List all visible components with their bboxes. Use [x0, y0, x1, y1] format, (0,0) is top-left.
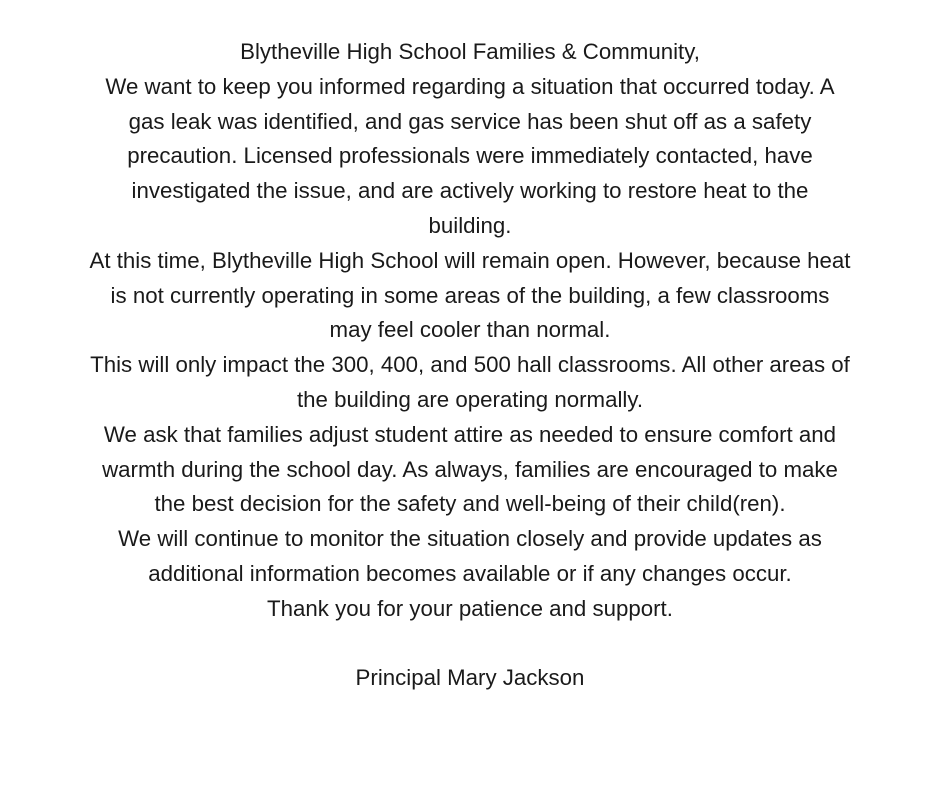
text-line: additional information becomes available or if any changes occur. [148, 560, 792, 586]
greeting: Blytheville High School Families & Community, [240, 39, 700, 64]
text-line: precaution. Licensed professionals were immediately contacted, have [127, 143, 813, 169]
letter [0, 35, 940, 696]
paragraph-5 [0, 522, 940, 592]
closing: Thank you for your patience and support. [267, 595, 673, 621]
text-line: gas leak was identified, and gas service has been shut off as a safety [128, 108, 812, 134]
paragraph-1 [0, 70, 940, 244]
text-line: We ask that families adjust student attire as needed to ensure comfort and [103, 421, 837, 447]
text-line: We want to keep you informed regarding a situation that occurred today. A [105, 73, 835, 99]
paragraph-2 [0, 244, 940, 348]
text-line: At this time, Blytheville High School will remain open. However, because heat [89, 247, 851, 273]
paragraph-4 [0, 418, 940, 522]
text-line: the best decision for the safety and well-being of their child(ren). [154, 491, 786, 517]
signature: Principal Mary Jackson [355, 665, 585, 691]
text-line: may feel cooler than normal. [329, 317, 611, 343]
text-line: We will continue to monitor the situation closely and provide updates as [118, 526, 822, 552]
text-line: This will only impact the 300, 400, and 500 hall classrooms. All other areas of [90, 352, 850, 378]
text-line: the building are operating normally. [296, 386, 644, 412]
spacer [0, 627, 940, 662]
paragraph-3 [0, 348, 940, 418]
text-line: investigated the issue, and are actively working to restore heat to the [131, 178, 809, 204]
text-line: building. [428, 212, 512, 238]
text-line: warmth during the school day. As always, families are encouraged to make [102, 456, 838, 482]
text-line: is not currently operating in some areas of the building, a few classrooms [110, 282, 830, 308]
